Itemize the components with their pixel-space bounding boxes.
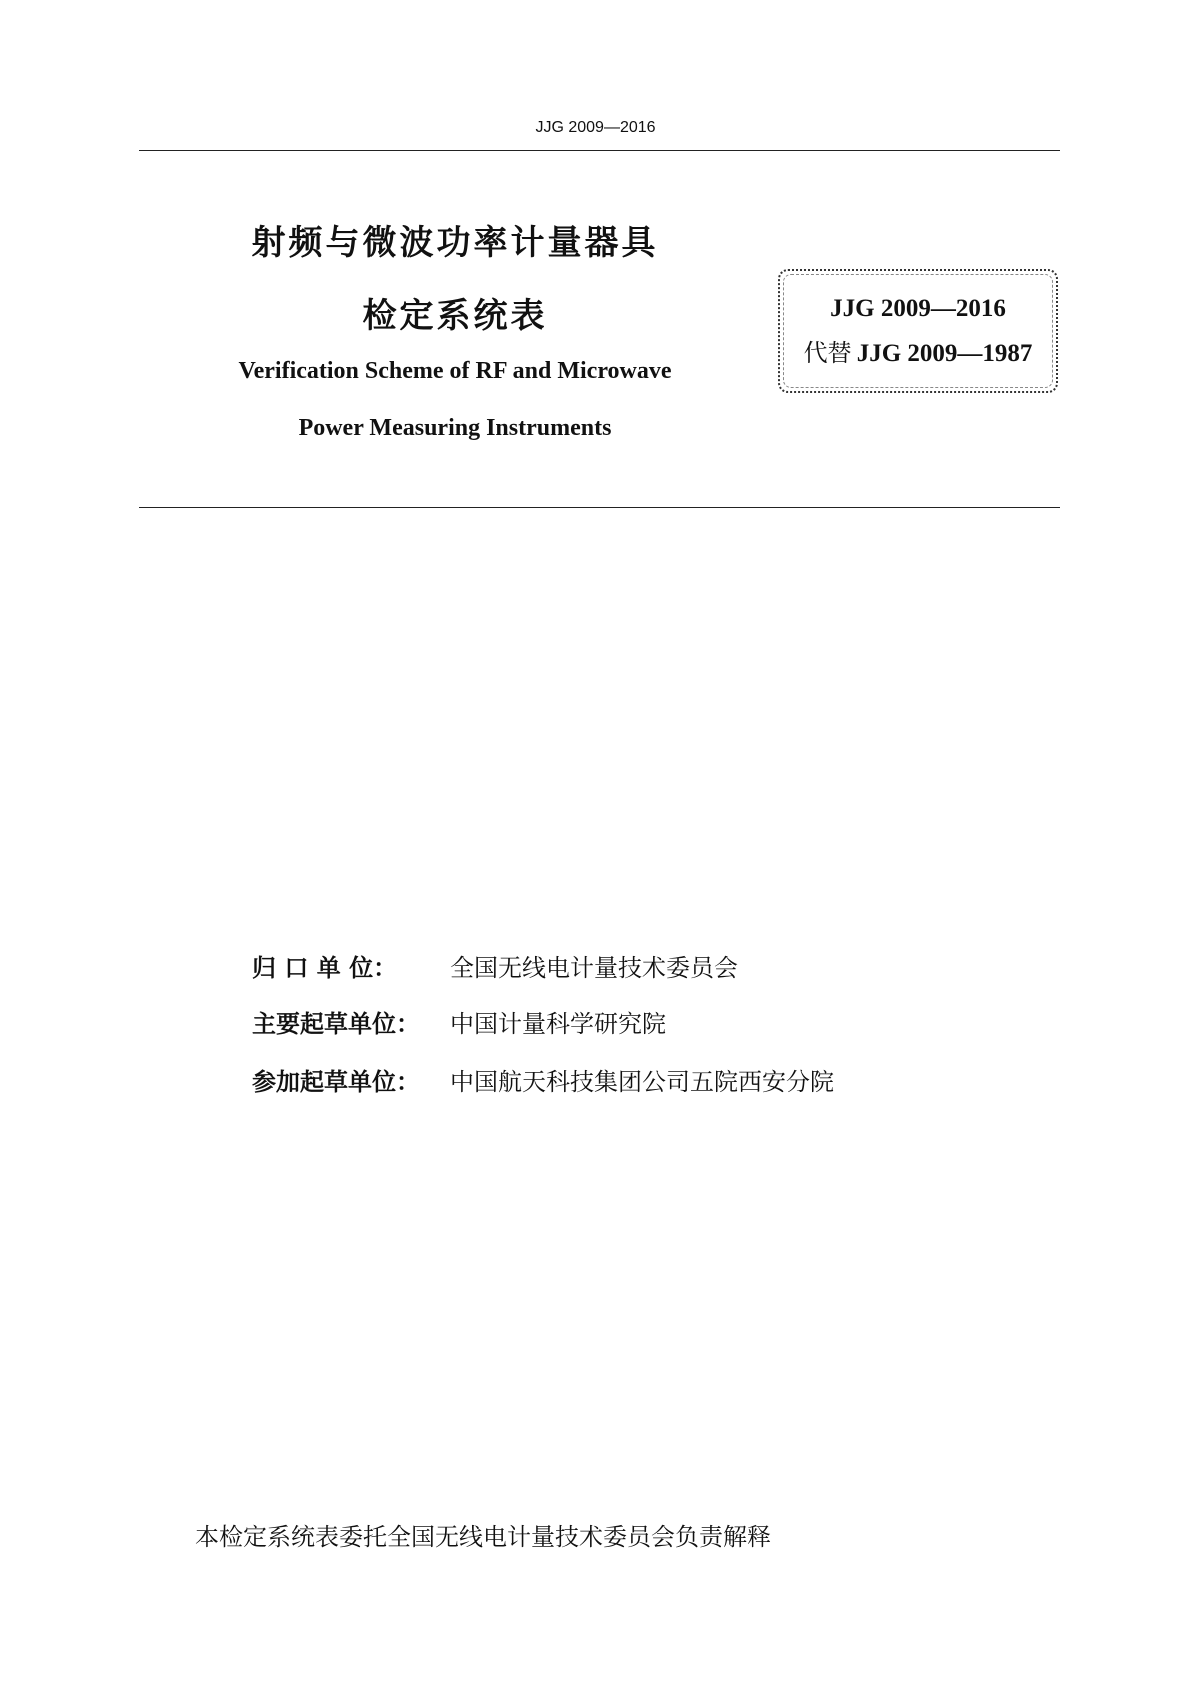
- header-rule: [139, 150, 1060, 151]
- code-box-code: JJG 2009—2016: [830, 295, 1006, 322]
- org-label: 主要起草单位：: [252, 1010, 420, 1038]
- header-code: JJG 2009—2016: [535, 119, 656, 136]
- org-row: [252, 1062, 834, 1097]
- code-box: [778, 269, 1058, 393]
- org-label: 参加起草单位：: [252, 1068, 420, 1096]
- org-row: [252, 948, 738, 983]
- replaces-code: JJG 2009—1987: [856, 340, 1033, 367]
- org-label: 归 口 单 位：: [252, 954, 398, 982]
- title-rule: [139, 507, 1060, 508]
- org-value: 中国航天科技集团公司五院西安分院: [450, 1068, 834, 1096]
- title-zh-line2: 检定系统表: [362, 296, 548, 336]
- footer-note: 本检定系统表委托全国无线电计量技术委员会负责解释: [195, 1523, 771, 1551]
- org-value: 全国无线电计量技术委员会: [450, 954, 738, 982]
- title-en-line1: Verification Scheme of RF and Microwave: [238, 358, 672, 384]
- title-en-line2: Power Measuring Instruments: [298, 415, 612, 441]
- replaces-prefix: 代替: [803, 339, 852, 367]
- org-row: [252, 1004, 666, 1039]
- title-zh-line1: 射频与微波功率计量器具: [251, 223, 659, 263]
- org-value: 中国计量科学研究院: [450, 1010, 666, 1038]
